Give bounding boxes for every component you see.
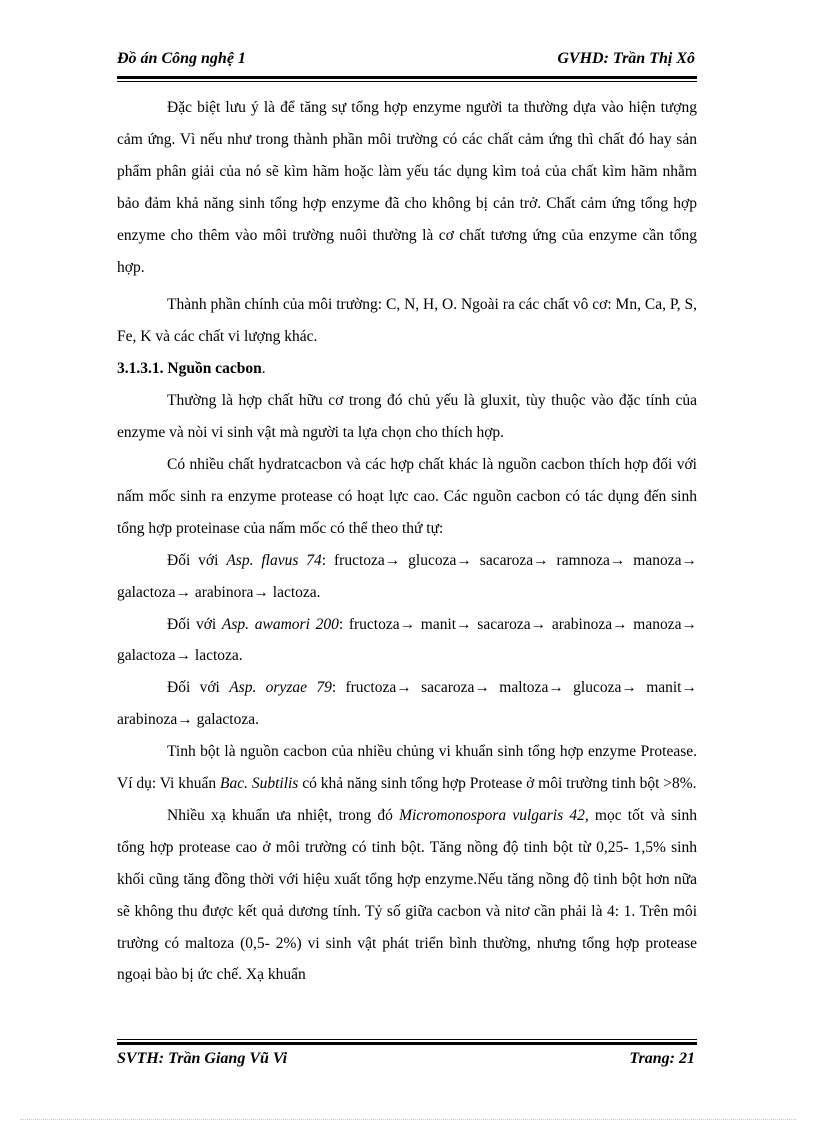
section-heading-period: . xyxy=(261,360,266,378)
text-suffix: : fructoza→ glucoza→ sacaroza→ ramnoza→ manoza→ galactoza→ arabinora→ lactoza. xyxy=(117,551,697,601)
footer-rule-thin xyxy=(117,1039,697,1040)
section-heading-carbon-source xyxy=(117,353,697,385)
species-name: Bac. Subtilis xyxy=(219,775,299,793)
text-suffix: : fructoza→ manit→ sacaroza→ arabinoza→ manoza→ galactoza→ lactoza. xyxy=(117,615,697,665)
footer-page-number: Trang: 21 xyxy=(629,1050,695,1067)
paragraph-asp-awamori xyxy=(117,609,697,673)
page-header xyxy=(117,50,695,74)
text-prefix: Tinh bột là nguồn cacbon của nhiều chủng vi khuẩn sinh tổng hợp enzyme Protease. Ví dụ: Vi khuẩn xyxy=(117,743,697,793)
species-name: Asp. awamori 200 xyxy=(221,615,339,633)
paragraph-asp-flavus xyxy=(117,545,697,609)
species-name: Micromonospora vulgaris 42, xyxy=(399,806,589,824)
text-prefix: Đối với xyxy=(167,679,230,697)
text-suffix: có khả năng sinh tổng hợp Protease ở môi trường tinh bột >8%. xyxy=(298,775,697,793)
text-prefix: Nhiều xạ khuẩn ưa nhiệt, trong đó xyxy=(167,806,400,824)
header-supervisor: GVHD: Trần Thị Xô xyxy=(557,50,695,67)
paragraph-medium-components: Thành phần chính của môi trường: C, N, H, O. Ngoài ra các chất vô cơ: Mn, Ca, P, S, Fe, K và các chất vi lượng khác. xyxy=(117,296,697,346)
page-footer xyxy=(117,1050,695,1074)
paragraph-thermophilic-actinomycetes xyxy=(117,800,697,991)
header-rule-thick xyxy=(117,76,697,79)
text-suffix: mọc tốt và sinh tổng hợp protease cao ở môi trường có tinh bột. Tăng nồng độ tinh bột từ 0,25- 1,5% sinh khối cũng tăng đồng thời với hiệu xuất tổng hợp enzyme.Nếu tăng nồng độ tinh bột hơn nữa sẽ không thu được kết quả dương tính. Tỷ số giữa cacbon và nitơ cần phải là 4: 1. Trên môi trường có maltoza (0,5- 2%) vi sinh vật phát triển bình thường, nhưng tổng hợp protease ngoại bào bị ức chế. Xạ khuẩn xyxy=(117,806,697,984)
section-heading-text: 3.1.3.1. Nguồn cacbon xyxy=(117,360,262,378)
text-prefix: Đối với xyxy=(167,615,222,633)
header-project-title: Đồ án Công nghệ 1 xyxy=(117,50,246,67)
paragraph-carbon-sources: Có nhiều chất hydratcacbon và các hợp chất khác là nguồn cacbon thích hợp đối với nấm mốc sinh ra enzyme protease có hoạt lực cao. Các nguồn cacbon có tác dụng đến sinh tổng hợp proteinase của nấm mốc có thể theo thứ tự: xyxy=(117,455,697,537)
paragraph-asp-oryzae xyxy=(117,672,697,736)
footer-student: SVTH: Trần Giang Vũ Vi xyxy=(117,1050,288,1067)
header-rule-thin xyxy=(117,81,697,82)
text-prefix: Đối với xyxy=(167,551,227,569)
text-suffix: : fructoza→ sacaroza→ maltoza→ glucoza→ manit→ arabinoza→ galactoza. xyxy=(117,679,697,729)
species-name: Asp. flavus 74 xyxy=(226,551,322,569)
paragraph-starch xyxy=(117,736,697,800)
paragraph-carbon-general: Thường là hợp chất hữu cơ trong đó chủ yếu là gluxit, tùy thuộc vào đặc tính của enzyme và nòi vi sinh vật mà người ta lựa chọn cho thích hợp. xyxy=(117,392,697,442)
document-body xyxy=(117,92,697,991)
paragraph-induction: Đặc biệt lưu ý là để tăng sự tổng hợp enzyme người ta thường dựa vào hiện tượng cảm ứng. Vì nếu như trong thành phần môi trường có các chất cảm ứng thì chất đó hay sản phẩm phân giải của nó sẽ kìm hãm hoặc làm yếu tác dụng kìm toả của chất kìm hãm nhằm bảo đảm khả năng sinh tổng hợp enzyme đã cho không bị cản trở. Chất cảm ứng tổng hợp enzyme cho thêm vào môi trường nuôi thường là cơ chất tương ứng của enzyme cần tổng hợp. xyxy=(117,99,697,276)
footer-rule-thick xyxy=(117,1042,697,1045)
page-bottom-border xyxy=(20,1119,796,1120)
species-name: Asp. oryzae 79 xyxy=(229,679,332,697)
